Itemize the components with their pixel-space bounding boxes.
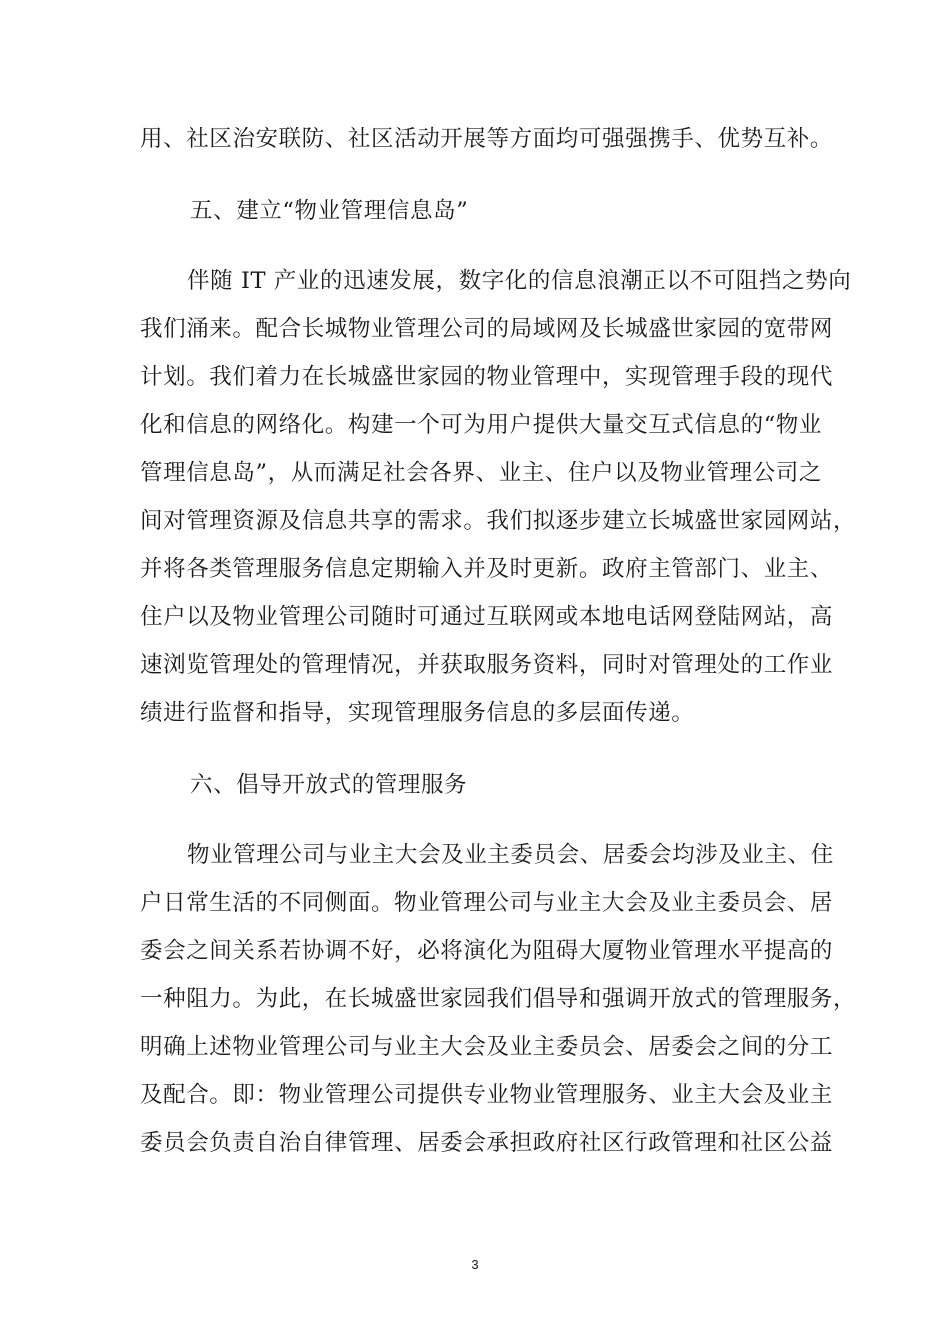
paragraph-line: 管理信息岛”，从而满足社会各界、业主、住户以及物业管理公司之 [140, 460, 823, 486]
paragraph-line: 计划。我们着力在长城盛世家园的物业管理中，实现管理手段的现代 [140, 364, 834, 390]
paragraph-line: 物业管理公司与业主大会及业主委员会、居委会均涉及业主、住 [187, 842, 834, 868]
paragraph-line: 伴随 IT 产业的迅速发展，数字化的信息浪潮正以不可阻挡之势向 [187, 268, 852, 294]
page-number: 3 [471, 1257, 479, 1272]
paragraph-line: 我们涌来。配合长城物业管理公司的局域网及长城盛世家园的宽带网 [140, 316, 834, 342]
paragraph-line: 委会之间关系若协调不好，必将演化为阻碍大厦物业管理水平提高的 [140, 938, 834, 964]
section-heading: 五、建立“物业管理信息岛” [190, 198, 469, 224]
paragraph-line: 委员会负责自治自律管理、居委会承担政府社区行政管理和社区公益 [140, 1130, 834, 1156]
paragraph-line: 速浏览管理处的管理情况，并获取服务资料，同时对管理处的工作业 [140, 652, 834, 678]
paragraph-line: 明确上述物业管理公司与业主大会及业主委员会、居委会之间的分工 [140, 1034, 834, 1060]
paragraph-line: 用、社区治安联防、社区活动开展等方面均可强强携手、优势互补。 [140, 126, 834, 152]
paragraph-line: 并将各类管理服务信息定期输入并及时更新。政府主管部门、业主、 [140, 556, 834, 582]
paragraph-line: 绩进行监督和指导，实现管理服务信息的多层面传递。 [140, 700, 695, 726]
paragraph-line: 住户以及物业管理公司随时可通过互联网或本地电话网登陆网站，高 [140, 604, 834, 630]
paragraph-line: 及配合。即：物业管理公司提供专业物业管理服务、业主大会及业主 [140, 1082, 834, 1108]
paragraph-line: 化和信息的网络化。构建一个可为用户提供大量交互式信息的“物业 [140, 412, 823, 438]
paragraph-line: 户日常生活的不同侧面。物业管理公司与业主大会及业主委员会、居 [140, 890, 834, 916]
paragraph-line: 一种阻力。为此，在长城盛世家园我们倡导和强调开放式的管理服务， [140, 986, 857, 1012]
section-heading: 六、倡导开放式的管理服务 [190, 772, 468, 798]
paragraph-line: 间对管理资源及信息共享的需求。我们拟逐步建立长城盛世家园网站， [140, 508, 857, 534]
